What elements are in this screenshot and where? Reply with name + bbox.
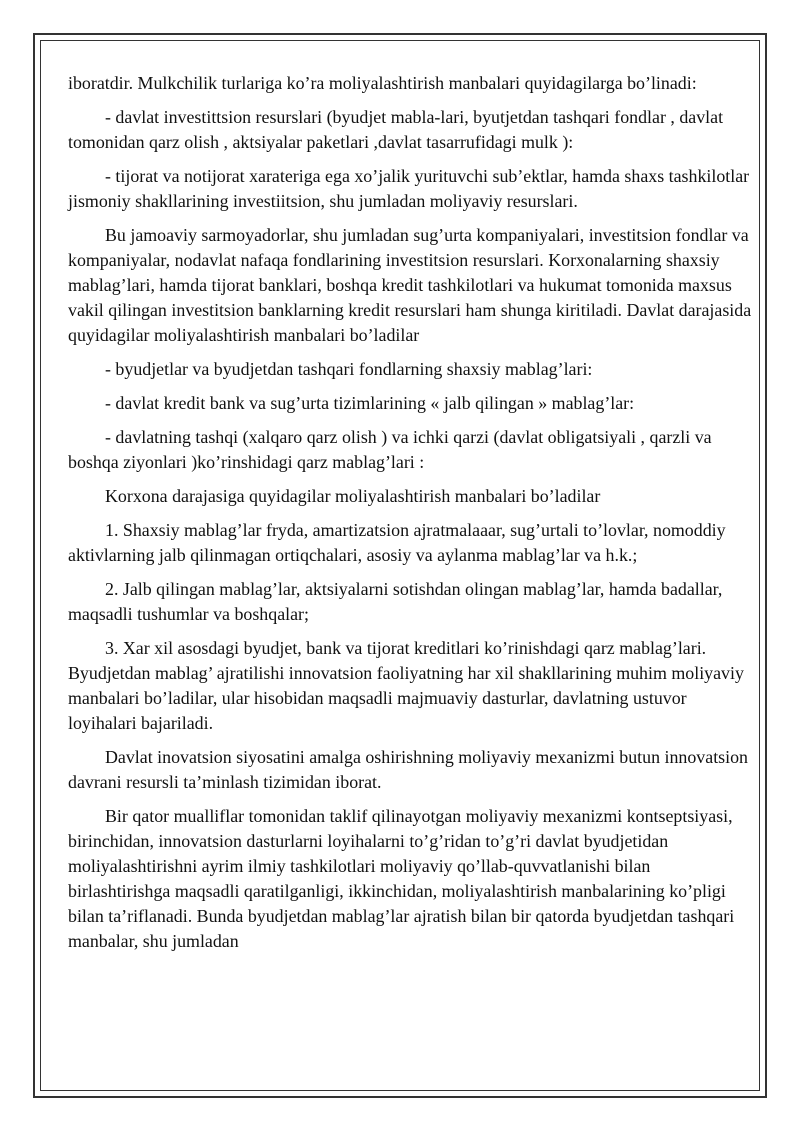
paragraph: 1. Shaxsiy mablag’lar fryda, amartizatsion ajratmalaaar, sug’urtali to’lovlar, nomoddiy aktivlarning jalb qilinmagan ortiqchalari, asosiy va aylanma mablag’lar va h.k.; (68, 520, 726, 565)
paragraph: - davlat kredit bank va sug’urta tizimlarining « jalb qilingan » mablag’lar: (105, 393, 635, 413)
paragraph: - davlat investittsion resurslari (byudjet mabla-lari, byutjetdan tashqari fondlar , davlat tomonidan qarz olish , aktsiyalar paketlari ,davlat tasarrufidagi mulk ): (68, 107, 724, 152)
paragraph: Korxona darajasiga quyidagilar moliyalashtirish manbalari bo’ladilar (105, 486, 601, 506)
paragraph: Davlat inovatsion siyosatini amalga oshirishning moliyaviy mexanizmi butun innovatsion davrani resursli ta’minlash tizimidan iborat. (68, 747, 748, 792)
paragraph: 2. Jalb qilingan mablag’lar, aktsiyalarni sotishdan olingan mablag’lar, hamda badallar, maqsadli tushumlar va boshqalar; (68, 579, 723, 624)
paragraph: - tijorat va notijorat xarateriga ega xo’jalik yurituvchi sub’ektlar, hamda shaxs tashkilotlar jismoniy shakllarining investiitsion, shu jumladan moliyaviy resurslari. (68, 166, 750, 211)
paragraph: Bu jamoaviy sarmoyadorlar, shu jumladan sug’urta kompaniyalari, investitsion fondlar va kompaniyalar, nodavlat nafaqa fondlarining investitsion resurslari. Korxonalarning shaxsiy mablag’lari, hamda tijorat banklari, boshqa kredit tashkilotlari va hukumat tomonida maxsus vakil qilingan investitsion banklarning kredit resurslari ham shunga kiritiladi. Davlat darajasida quyidagilar moliyalashtirish manbalari bo’ladilar (68, 225, 752, 345)
document-body (68, 71, 756, 963)
paragraph: - davlatning tashqi (xalqaro qarz olish ) va ichki qarzi (davlat obligatsiyali , qarzli va boshqa ziyonlari )ko’rinshidagi qarz mablag’lari : (68, 427, 712, 472)
paragraph: iboratdir. Mulkchilik turlariga ko’ra moliyalashtirish manbalari quyidagilarga bo’linadi: (68, 73, 697, 93)
paragraph: - byudjetlar va byudjetdan tashqari fondlarning shaxsiy mablag’lari: (105, 359, 593, 379)
paragraph: 3. Xar xil asosdagi byudjet, bank va tijorat kreditlari ko’rinishdagi qarz mablag’lari. Byudjetdan mablag’ ajratilishi innovatsion faoliyatning har xil shakllarining muhim moliyaviy manbalari bo’ladilar, ular hisobidan maqsadli majmuaviy dasturlar, davlatning ustuvor loyihalari bajariladi. (68, 638, 744, 733)
paragraph: Bir qator mualliflar tomonidan taklif qilinayotgan moliyaviy mexanizmi kontseptsiyasi, birinchidan, innovatsion dasturlarni loyihalarni to’g’ridan to’g’ri davlat byudjetidan moliyalashtirishni ayrim ilmiy tashkilotlari moliyaviy qo’llab-quvvatlanishi bilan birlashtirishga maqsadli qaratilganligi, ikkinchidan, moliyalashtirish manbalarining ko’pligi bilan ta’riflanadi. Bunda byudjetdan mablag’lar ajratish bilan bir qatorda byudjetdan tashqari manbalar, shu jumladan (68, 806, 735, 951)
